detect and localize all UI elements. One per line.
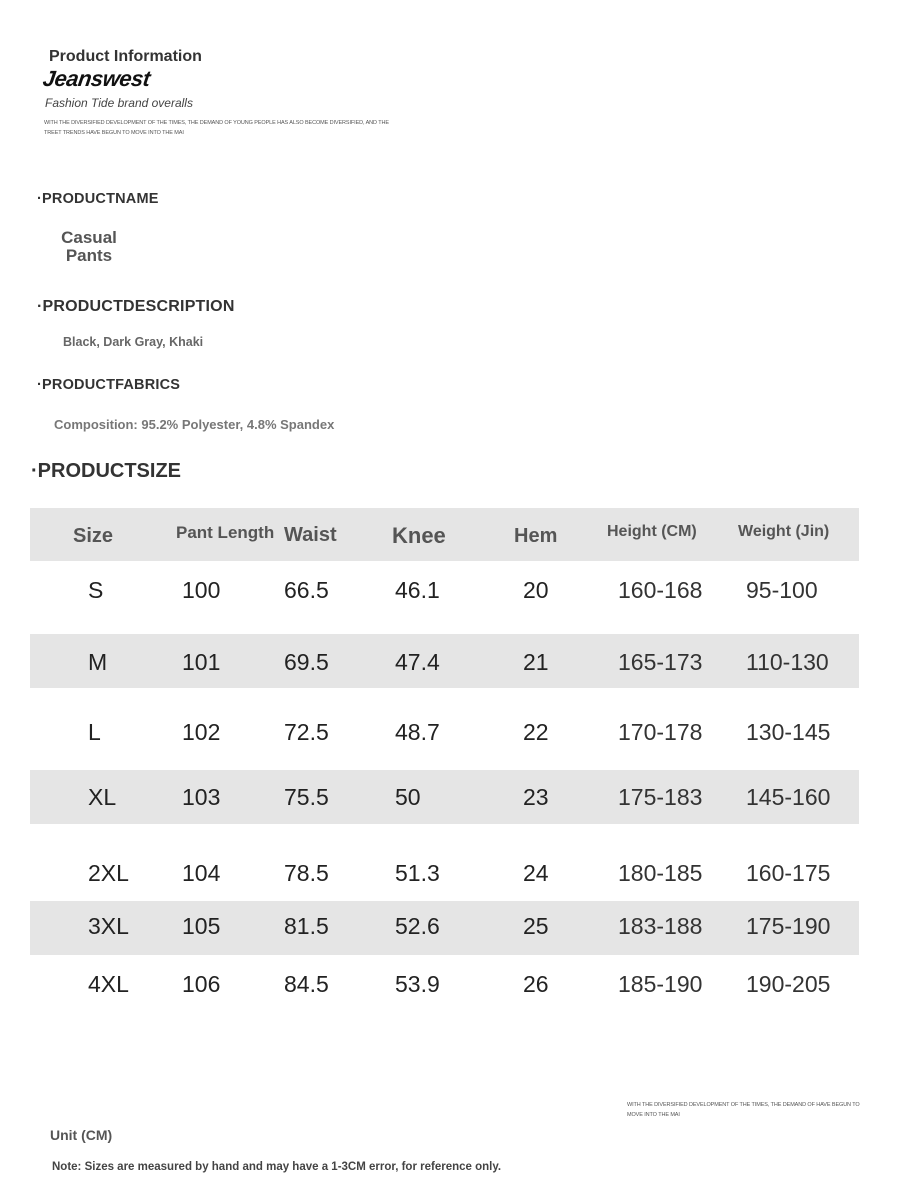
cell-hem: 22 [523, 719, 549, 745]
cell-knee: 53.9 [395, 971, 440, 997]
table-row [30, 702, 859, 770]
cell-pant-length: 100 [182, 577, 221, 603]
cell-hem: 26 [523, 971, 549, 997]
cell-knee: 51.3 [395, 860, 440, 886]
product-description-value: Black, Dark Gray, Khaki [63, 335, 204, 349]
cell-knee: 52.6 [395, 913, 440, 939]
product-fabrics-value: Composition: 95.2% Polyester, 4.8% Spandex [54, 417, 335, 432]
cell-hem: 23 [523, 784, 549, 810]
cell-height: 175-183 [618, 784, 703, 810]
cell-weight: 110-130 [746, 649, 829, 675]
cell-size: 2XL [88, 860, 129, 886]
header-pant-length: Pant Length [176, 523, 275, 542]
cell-pant-length: 106 [182, 971, 221, 997]
brand-tagline: Fashion Tide brand overalls [45, 96, 193, 110]
cell-waist: 75.5 [284, 784, 329, 810]
cell-waist: 69.5 [284, 649, 329, 675]
cell-waist: 72.5 [284, 719, 329, 745]
header-size: Size [73, 525, 114, 547]
cell-knee: 50 [395, 784, 421, 810]
product-description-label: ·PRODUCTDESCRIPTION [37, 298, 235, 315]
cell-knee: 46.1 [395, 577, 440, 603]
product-name-value: Casual Pants [61, 228, 117, 265]
cell-waist: 66.5 [284, 577, 329, 603]
cell-weight: 175-190 [746, 913, 831, 939]
cell-height: 183-188 [618, 913, 703, 939]
cell-knee: 47.4 [395, 649, 440, 675]
table-row [30, 838, 859, 901]
product-size-label: ·PRODUCTSIZE [31, 460, 181, 482]
cell-pant-length: 101 [182, 649, 221, 675]
table-row [30, 956, 859, 1018]
header-small-print: WITH THE DIVERSIFIED DEVELOPMENT OF THE TIMES, THE DEMAND OF YOUNG PEOPLE HAS ALSO BECOME DIVERSIFIED, AND THE TREET TRENDS HAVE BEGUN TO MOVE INTO THE MAI [44, 120, 389, 136]
cell-hem: 21 [523, 649, 549, 675]
cell-height: 170-178 [618, 719, 703, 745]
cell-waist: 84.5 [284, 971, 329, 997]
cell-hem: 25 [523, 913, 549, 939]
cell-height: 180-185 [618, 860, 703, 886]
cell-size: 3XL [88, 913, 129, 939]
brand-logo: Jeanswest [41, 66, 152, 91]
size-table-header [30, 508, 859, 561]
cell-size: 4XL [88, 971, 129, 997]
measurement-note: Note: Sizes are measured by hand and may have a 1-3CM error, for reference only. [52, 1161, 502, 1173]
header-hem: Hem [514, 525, 558, 547]
product-name-label: ·PRODUCTNAME [37, 191, 159, 207]
cell-hem: 20 [523, 577, 549, 603]
cell-size: XL [88, 784, 117, 810]
cell-hem: 24 [523, 860, 549, 886]
cell-height: 165-173 [618, 649, 703, 675]
cell-size: S [88, 577, 104, 603]
cell-weight: 145-160 [746, 784, 831, 810]
cell-weight: 190-205 [746, 971, 831, 997]
cell-height: 185-190 [618, 971, 703, 997]
product-fabrics-label: ·PRODUCTFABRICS [37, 377, 181, 393]
cell-waist: 81.5 [284, 913, 329, 939]
cell-size: M [88, 649, 108, 675]
cell-knee: 48.7 [395, 719, 440, 745]
header-waist: Waist [284, 524, 337, 546]
header-knee: Knee [392, 523, 446, 548]
table-row [30, 770, 859, 824]
table-row [30, 634, 859, 688]
header-weight: Weight (Jin) [738, 523, 830, 540]
footer-small-print: WITH THE DIVERSIFIED DEVELOPMENT OF THE TIMES, THE DEMAND OF HAVE BEGUN TO MOVE INTO THE MAI [627, 1102, 860, 1118]
cell-pant-length: 104 [182, 860, 221, 886]
unit-label: Unit (CM) [50, 1127, 113, 1143]
table-row [30, 562, 859, 634]
cell-size: L [88, 719, 101, 745]
product-information-title: Product Information [49, 48, 202, 65]
cell-waist: 78.5 [284, 860, 329, 886]
table-row [30, 901, 859, 955]
cell-pant-length: 105 [182, 913, 221, 939]
cell-weight: 130-145 [746, 719, 831, 745]
cell-weight: 160-175 [746, 860, 831, 886]
header-height: Height (CM) [607, 523, 697, 540]
cell-height: 160-168 [618, 577, 703, 603]
cell-weight: 95-100 [746, 577, 818, 603]
cell-pant-length: 103 [182, 784, 221, 810]
cell-pant-length: 102 [182, 719, 221, 745]
